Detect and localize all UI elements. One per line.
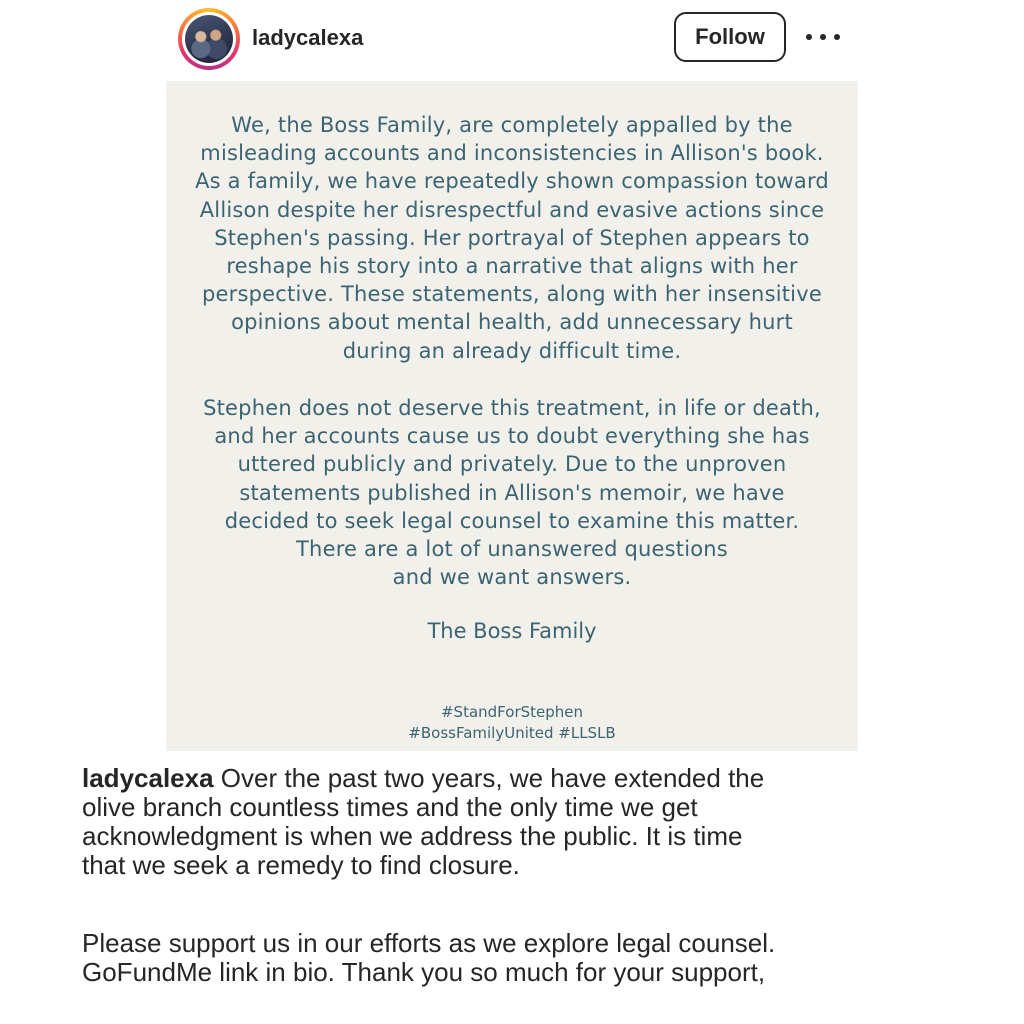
statement-line: decided to seek legal counsel to examine this matter. — [224, 508, 800, 533]
caption-line: olive branch countless times and the only time we get — [82, 792, 698, 822]
hashtag-line: #StandForStephen — [440, 703, 584, 721]
statement-line: statements published in Allison's memoir, we have — [239, 480, 785, 505]
post-image[interactable] — [166, 81, 858, 751]
statement-line: and her accounts cause us to doubt everything she has — [214, 424, 810, 449]
follow-button[interactable]: Follow — [674, 12, 786, 62]
post-header — [0, 0, 1024, 78]
dot-icon — [820, 34, 826, 40]
caption-username-link[interactable]: ladycalexa — [82, 763, 214, 793]
statement-signature: The Boss Family — [427, 619, 597, 643]
statement-line: We, the Boss Family, are completely appalled by the — [231, 113, 793, 137]
caption-line — [82, 764, 962, 793]
statement-hashtags — [166, 702, 858, 744]
statement-line: Allison despite her disrespectful and evasive actions since — [199, 197, 825, 222]
avatar-frame — [182, 12, 236, 66]
statement-line: misleading accounts and inconsistencies in Allison's book. — [200, 141, 824, 166]
statement-line: uttered publicly and privately. Due to the unproven — [237, 452, 787, 477]
dot-icon — [806, 34, 812, 40]
dot-icon — [834, 34, 840, 40]
caption-line: that we seek a remedy to find closure. — [82, 850, 520, 880]
avatar — [185, 15, 233, 63]
statement-line: during an already difficult time. — [342, 338, 682, 363]
more-horizontal-icon[interactable] — [806, 30, 840, 44]
statement-line: There are a lot of unanswered questions — [296, 537, 728, 562]
post-caption — [82, 764, 962, 987]
caption-line: acknowledgment is when we address the public. It is time — [82, 821, 743, 851]
statement-paragraph-1 — [166, 111, 858, 365]
statement-line: Stephen's passing. Her portrayal of Stephen appears to — [214, 225, 810, 250]
statement-line: Stephen does not deserve this treatment, in life or death, — [203, 396, 821, 420]
caption-line: Please support us in our efforts as we explore legal counsel. — [82, 928, 776, 958]
paragraph-gap — [82, 880, 962, 929]
avatar-story-ring[interactable] — [178, 8, 240, 70]
caption-line: GoFundMe link in bio. Thank you so much for your support, — [82, 957, 766, 987]
statement-line: perspective. These statements, along with her insensitive — [202, 282, 822, 307]
statement-line: opinions about mental health, add unnecessary hurt — [231, 310, 793, 335]
statement-line: As a family, we have repeatedly shown compassion toward — [195, 169, 829, 194]
caption-text: Over the past two years, we have extended the — [213, 763, 765, 793]
statement-line: and we want answers. — [392, 565, 632, 590]
hashtag-line: #BossFamilyUnited #LLSLB — [408, 724, 616, 742]
statement-line: reshape his story into a narrative that aligns with her — [226, 254, 798, 279]
statement-paragraph-2 — [166, 394, 858, 591]
username-link[interactable]: ladycalexa — [252, 25, 364, 50]
